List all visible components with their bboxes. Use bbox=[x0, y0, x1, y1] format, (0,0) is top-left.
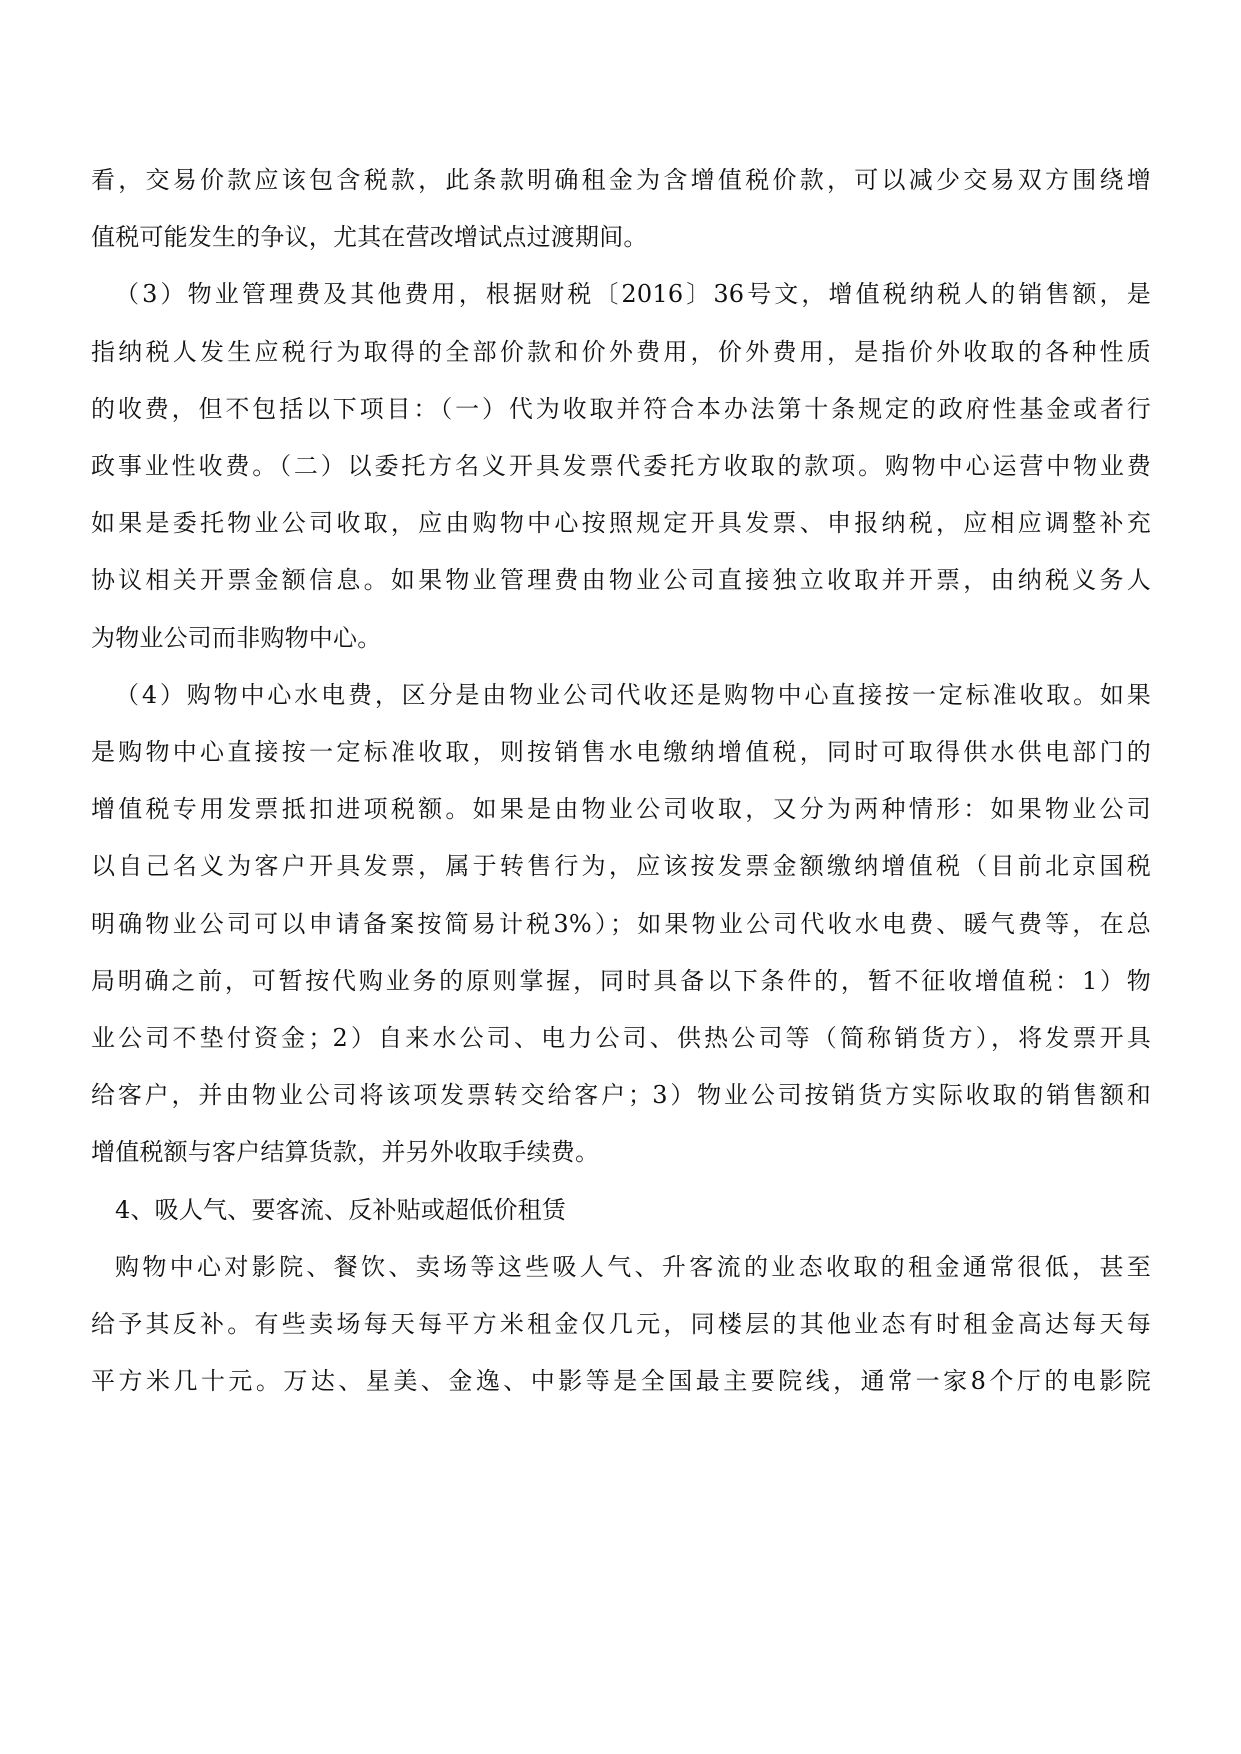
text-line: 平方米几十元。万达、星美、金逸、中影等是全国最主要院线，通常一家8个厅的电影院 bbox=[91, 1367, 1151, 1395]
text-line: 为物业公司而非购物中心。 bbox=[91, 624, 382, 652]
text-line: 协议相关开票金额信息。如果物业管理费由物业公司直接独立收取并开票，由纳税义务人 bbox=[91, 566, 1151, 594]
text-line: 业公司不垫付资金；2）自来水公司、电力公司、供热公司等（简称销货方），将发票开具 bbox=[91, 1024, 1151, 1052]
text-line: 明确物业公司可以申请备案按简易计税3%）；如果物业公司代收水电费、暖气费等，在总 bbox=[91, 910, 1151, 938]
text-line: 的收费，但不包括以下项目：（一）代为收取并符合本办法第十条规定的政府性基金或者行 bbox=[91, 395, 1151, 423]
text-line: 看，交易价款应该包含税款，此条款明确租金为含增值税价款，可以减少交易双方围绕增 bbox=[91, 166, 1151, 194]
text-line: 以自己名义为客户开具发票，属于转售行为，应该按发票金额缴纳增值税（目前北京国税 bbox=[91, 852, 1151, 880]
text-line: 增值税额与客户结算货款，并另外收取手续费。 bbox=[91, 1138, 600, 1166]
text-line: 给客户，并由物业公司将该项发票转交给客户；3）物业公司按销货方实际收取的销售额和 bbox=[91, 1081, 1151, 1109]
section-heading: 4、吸人气、要客流、反补贴或超低价租赁 bbox=[115, 1196, 567, 1224]
text-line: 是购物中心直接按一定标准收取，则按销售水电缴纳增值税，同时可取得供水供电部门的 bbox=[91, 738, 1151, 766]
text-line: 如果是委托物业公司收取，应由购物中心按照规定开具发票、申报纳税，应相应调整补充 bbox=[91, 509, 1151, 537]
text-line: （4）购物中心水电费，区分是由物业公司代收还是购物中心直接按一定标准收取。如果 bbox=[115, 681, 1151, 709]
text-line: 增值税专用发票抵扣进项税额。如果是由物业公司收取，又分为两种情形：如果物业公司 bbox=[91, 795, 1151, 823]
text-line: 给予其反补。有些卖场每天每平方米租金仅几元，同楼层的其他业态有时租金高达每天每 bbox=[91, 1310, 1151, 1338]
text-line: 购物中心对影院、餐饮、卖场等这些吸人气、升客流的业态收取的租金通常很低，甚至 bbox=[115, 1253, 1151, 1281]
text-line: 指纳税人发生应税行为取得的全部价款和价外费用，价外费用，是指价外收取的各种性质 bbox=[91, 338, 1151, 366]
text-line: 局明确之前，可暂按代购业务的原则掌握，同时具备以下条件的，暂不征收增值税：1）物 bbox=[91, 967, 1151, 995]
text-line: 值税可能发生的争议，尤其在营改增试点过渡期间。 bbox=[91, 223, 648, 251]
text-line: 政事业性收费。（二）以委托方名义开具发票代委托方收取的款项。购物中心运营中物业费 bbox=[91, 452, 1151, 480]
text-line: （3）物业管理费及其他费用，根据财税〔2016〕36号文，增值税纳税人的销售额，是 bbox=[115, 280, 1151, 308]
